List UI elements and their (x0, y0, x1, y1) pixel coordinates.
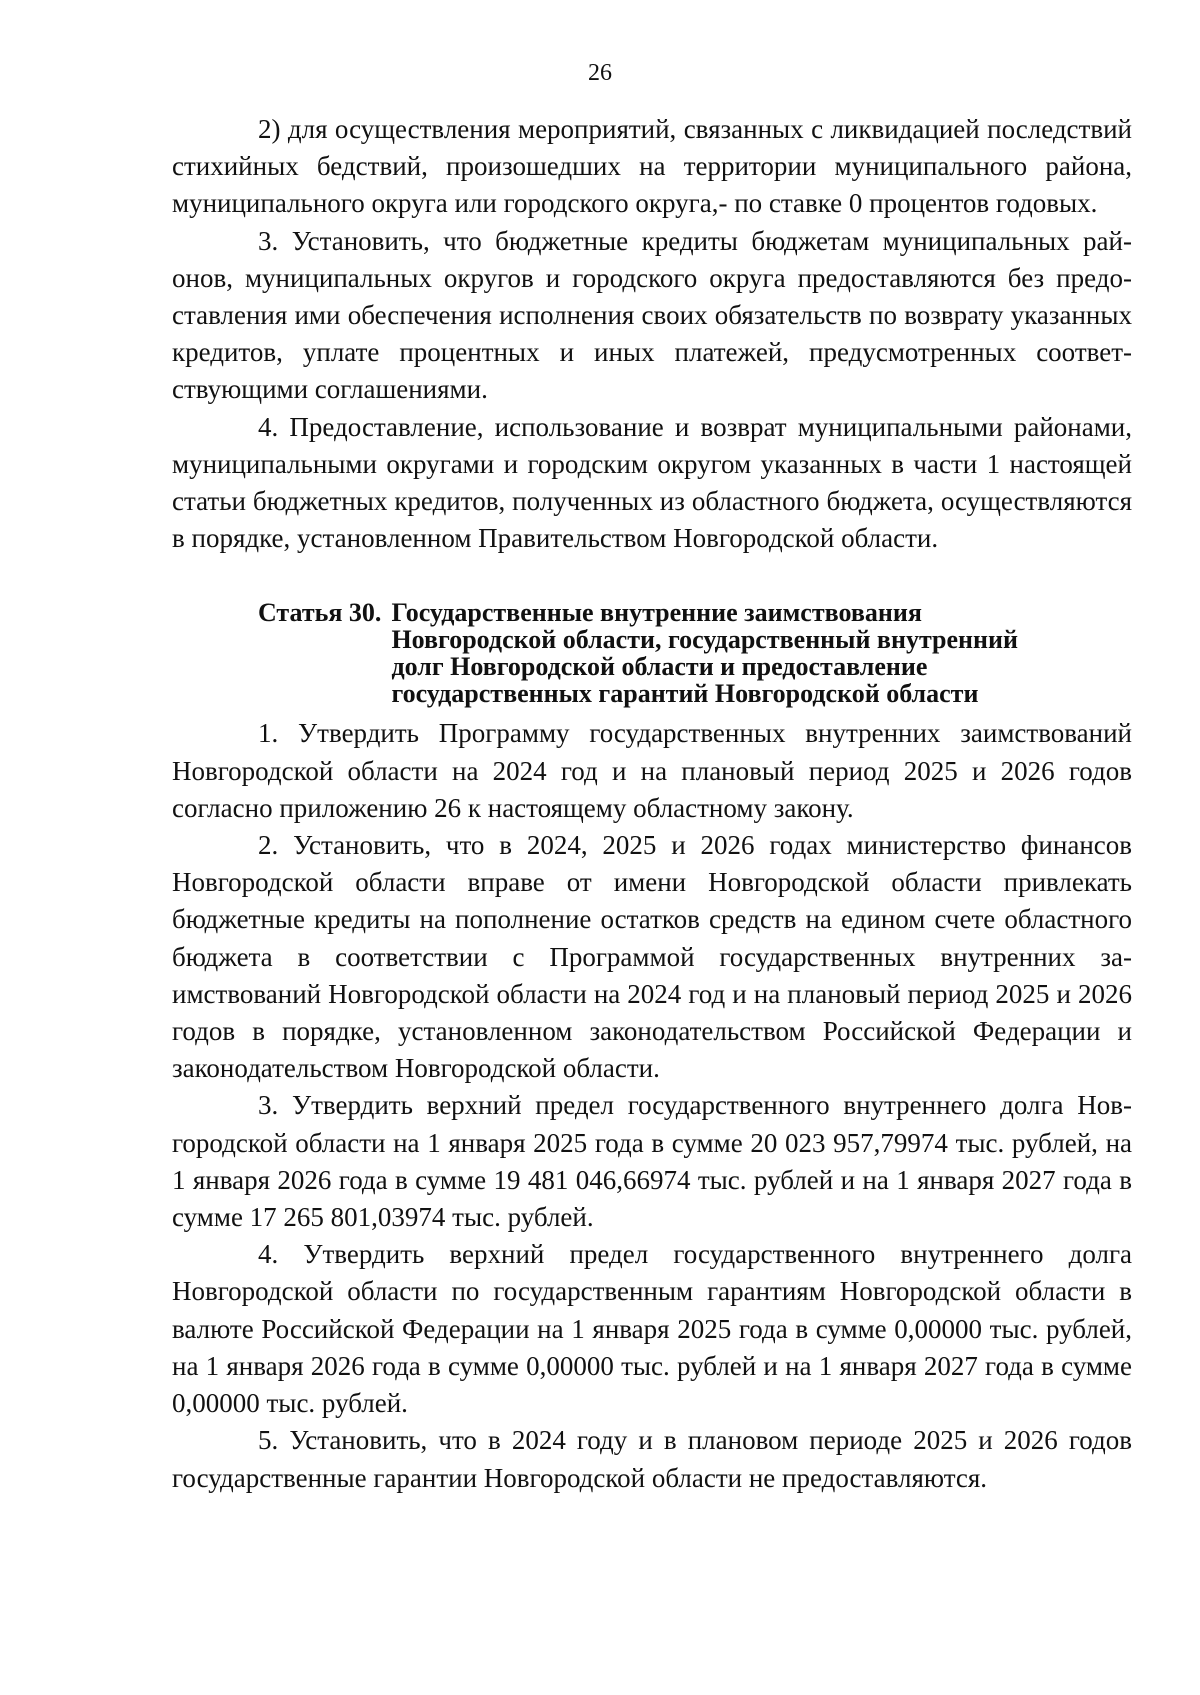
article-heading (172, 599, 1132, 707)
article-label: Статья 30. (258, 598, 382, 628)
article-30-paragraph-4: 4. Утвердить верхний предел государственного внутреннего долга Новгородской области по государственным гарантиям Новгородской области в валюте Российской Федерации на 1 января 2025 года в сумме 0,00000 тыс. рублей, на 1 января 2026 года в сумме 0,00000 тыс. рублей и на 1 января 2027 года в сумме 0,00000 тыс. рублей. (172, 1239, 1132, 1419)
article-30-paragraph-1: 1. Утвердить Программу государственных внутренних заимствований Новгородской области на 2024 год и на плановый период 2025 и 2026 годов согласно приложению 26 к настоящему областному закону. (172, 718, 1132, 823)
article-30-paragraph-3: 3. Утвердить верхний предел государственного внутреннего долга Новгородской области на 1 января 2025 года в сумме 20 023 957,79974 тыс. рублей, на 1 января 2026 года в сумме 19 481 046,66974 тыс. рублей и на 1 января 2027 года в сумме 17 265 801,03974 тыс. рублей. (172, 1090, 1132, 1233)
page-number: 26 (588, 60, 612, 86)
paragraph-3: 3. Установить, что бюджетные кредиты бюджетам муниципальных районов, муниципальных округов и городского округа предоставляются без предоставления ими обеспечения исполнения своих обязательств по возврату указанных кредитов, уплате процентных и иных платежей, предусмотренных соответствующими соглашениями. (172, 225, 1132, 405)
article-30-paragraph-2: 2. Установить, что в 2024, 2025 и 2026 годах министерство финансов Новгородской области вправе от имени Новгородской области привлекать бюджетные кредиты на пополнение остатков средств на едином счете областного бюджета в соответствии с Программой государственных внутренних заимствований Новгородской области на 2024 год и на плановый период 2025 и 2026 годов в порядке, установленном законодательством Российской Федерации и законодательством Новгородской области. (172, 830, 1132, 1084)
paragraph-item-2-point-2: 2) для осуществления мероприятий, связанных с ликвидацией последствий стихийных бедствий, произошедших на территории муниципального района, муниципального округа или городского округа,- по ставке 0 процентов годовых. (172, 114, 1132, 219)
paragraph-4: 4. Предоставление, использование и возврат муниципальными районами, муниципальными округами и городским округом указанных в части 1 настоящей статьи бюджетных кредитов, полученных из областного бюджета, осуществляются в порядке, установленном Правительством Новгородской области. (172, 411, 1132, 554)
article-30-paragraph-5: 5. Установить, что в 2024 году и в плановом периоде 2025 и 2026 годов государственные гарантии Новгородской области не предоставляются. (172, 1425, 1132, 1493)
document-body (172, 111, 1132, 1497)
article-title: Государственные внутренние заимствования Новгородской области, государственный внутренний долг Новгородской области и предоставление государственных гарантий Новгородской области (391, 598, 1018, 709)
